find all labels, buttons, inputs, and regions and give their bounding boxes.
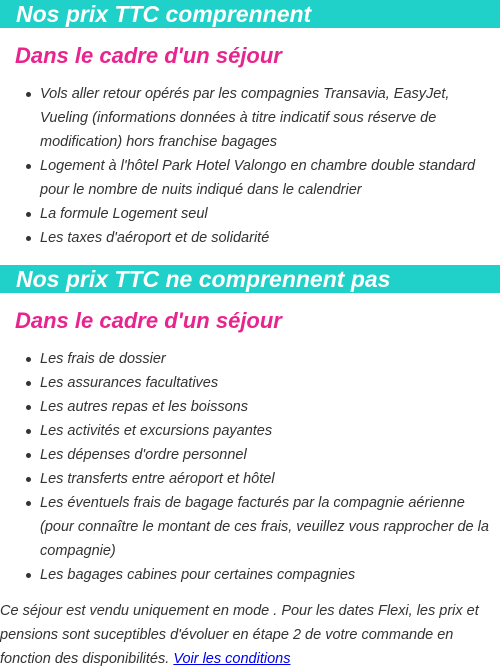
list-item (40, 419, 500, 443)
list-item (40, 563, 500, 587)
list-item-text: La formule Logement seul (40, 206, 208, 222)
excluded-section (0, 265, 500, 587)
list-item (40, 443, 500, 467)
bullet-icon (26, 405, 31, 410)
flexi-note-text: Ce séjour est vendu uniquement en mode . Pour les dates Flexi, les prix et pensions sont suceptibles d'évoluer en étape 2 de votre commande en fonction des disponibilités. (0, 603, 479, 667)
included-list (0, 82, 500, 250)
bullet-icon (26, 164, 31, 169)
list-item (40, 491, 500, 563)
list-item-text: Les éventuels frais de bagage facturés par la compagnie aérienne (pour connaître le montant de ces frais, veuillez vous rapprocher de la compagnie) (40, 495, 489, 559)
conditions-link[interactable]: Voir les conditions (173, 651, 291, 667)
list-item-text: Les taxes d'aéroport et de solidarité (40, 230, 270, 246)
included-header: Nos prix TTC comprennent (0, 0, 500, 28)
bullet-icon (26, 429, 31, 434)
list-item (40, 371, 500, 395)
bullet-icon (26, 92, 31, 97)
bullet-icon (26, 236, 31, 241)
list-item-text: Les dépenses d'ordre personnel (40, 447, 247, 463)
flexi-note (0, 599, 500, 671)
list-item-text: Les frais de dossier (40, 351, 166, 367)
excluded-list (0, 347, 500, 587)
list-item-text: Les assurances facultatives (40, 375, 219, 391)
list-item (40, 347, 500, 371)
bullet-icon (26, 453, 31, 458)
included-section (0, 0, 500, 250)
list-item (40, 395, 500, 419)
bullet-icon (26, 357, 31, 362)
list-item (40, 467, 500, 491)
list-item-text: Les bagages cabines pour certaines compagnies (40, 567, 356, 583)
bullet-icon (26, 477, 31, 482)
list-item (40, 226, 500, 250)
list-item-text: Vols aller retour opérés par les compagnies Transavia, EasyJet, Vueling (informations données à titre indicatif sous réserve de modification) hors franchise bagages (40, 86, 450, 150)
list-item-text: Les autres repas et les boissons (40, 399, 248, 415)
bullet-icon (26, 501, 31, 506)
list-item (40, 82, 500, 154)
bullet-icon (26, 212, 31, 217)
excluded-subheader: Dans le cadre d'un séjour (15, 308, 282, 333)
list-item-text: Les transferts entre aéroport et hôtel (40, 471, 275, 487)
bullet-icon (26, 573, 31, 578)
included-subheader: Dans le cadre d'un séjour (15, 43, 282, 68)
list-item-text: Les activités et excursions payantes (40, 423, 273, 439)
bullet-icon (26, 381, 31, 386)
list-item (40, 154, 500, 202)
list-item (40, 202, 500, 226)
excluded-header: Nos prix TTC ne comprennent pas (0, 265, 500, 293)
list-item-text: Logement à l'hôtel Park Hotel Valongo en chambre double standard pour le nombre de nuits indiqué dans le calendrier (40, 158, 476, 198)
